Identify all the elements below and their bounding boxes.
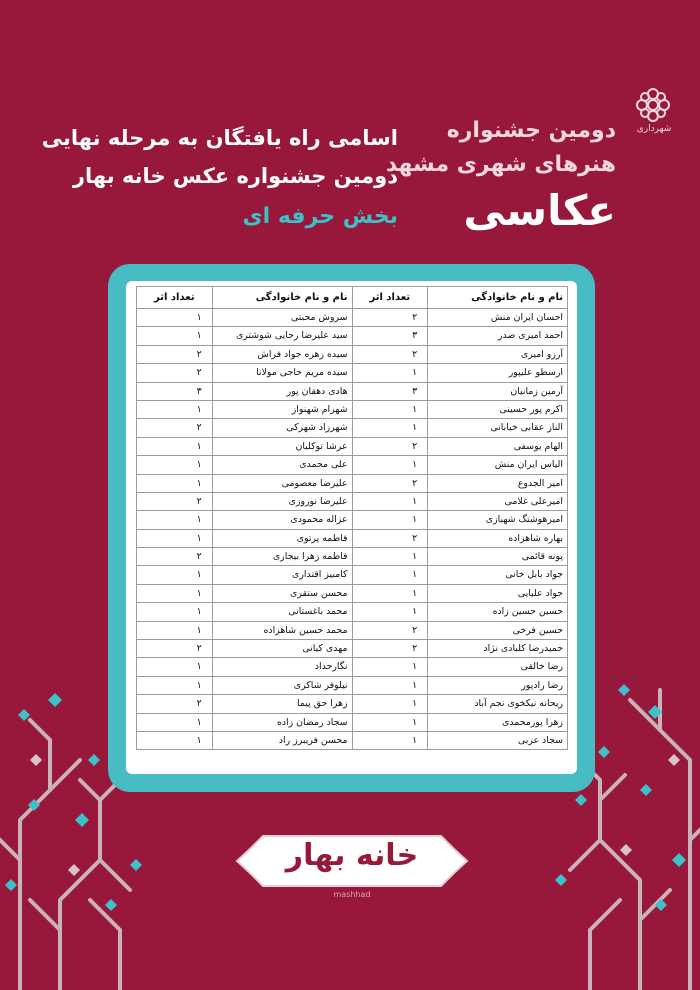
cell-name-left: سیده مریم حاجی مولانا [212,364,352,382]
table-row [137,327,568,345]
cell-name-right: سجاد عربی [428,731,568,749]
cell-count-right: ۲ [352,529,428,547]
header-name-right: نام و نام خانوادگی [428,287,568,309]
cell-count-right: ۱ [352,492,428,510]
cell-count-left: ۱ [137,474,213,492]
cell-count-right: ۲ [352,621,428,639]
cell-count-left: ۱ [137,603,213,621]
cell-name-left: سیده زهره جواد فراش [212,345,352,363]
brand-logo-caption: mashhad [333,890,371,899]
table-body [137,309,568,750]
cell-name-left: علیرضا معصومی [212,474,352,492]
cell-count-left: ۲ [137,492,213,510]
cell-name-right: امیرعلی غلامی [428,492,568,510]
cell-name-left: سجاد رمضان زاده [212,713,352,731]
header-name-left: نام و نام خانوادگی [212,287,352,309]
cell-count-left: ۱ [137,309,213,327]
cell-name-right: زهرا پورمحمدی [428,713,568,731]
cell-name-left: عزاله محمودی [212,511,352,529]
cell-name-left: مهدی کیانی [212,640,352,658]
table-row [137,529,568,547]
section-title: بخش حرفه ای [242,204,398,229]
cell-count-left: ۱ [137,621,213,639]
cell-count-left: ۱ [137,584,213,602]
cell-name-right: ارسطو علیپور [428,364,568,382]
cell-count-left: ۱ [137,566,213,584]
cell-name-left: سید علیرضا رجایی شوشتری [212,327,352,345]
table-row [137,548,568,566]
cell-name-right: جواد علیایی [428,584,568,602]
cell-count-right: ۱ [352,713,428,731]
cell-count-right: ۱ [352,400,428,418]
cell-name-right: رضا رادپور [428,676,568,694]
table-row [137,658,568,676]
table-row [137,566,568,584]
cell-name-right: بهاره شاهزاده [428,529,568,547]
cell-count-right: ۱ [352,456,428,474]
cell-name-right: حسین حسین زاده [428,603,568,621]
table-row [137,456,568,474]
cell-name-right: اکرم پور حسینی [428,400,568,418]
cell-name-right: حمیدرضا کلبادی نژاد [428,640,568,658]
cell-name-left: محسن فریبرز راد [212,731,352,749]
page-title-line-1: اسامی راه یافتگان به مرحله نهایی [41,126,398,150]
cell-count-right: ۲ [352,640,428,658]
cell-count-left: ۱ [137,400,213,418]
brand-logo-text: خانه بهار [285,838,419,873]
table-row [137,345,568,363]
cell-count-left: ۱ [137,676,213,694]
cell-name-right: حسین فرخی [428,621,568,639]
table-row [137,603,568,621]
table-row [137,695,568,713]
cell-name-right: احمد امیری صدر [428,327,568,345]
cell-count-right: ۲ [352,345,428,363]
cell-name-left: محسن ستقری [212,584,352,602]
cell-count-right: ۳ [352,382,428,400]
cell-count-left: ۲ [137,419,213,437]
cell-name-right: الناز عقابی خیابانی [428,419,568,437]
cell-count-left: ۲ [137,364,213,382]
table-card [126,281,577,774]
table-row [137,382,568,400]
table-header-row [137,287,568,309]
table-row [137,437,568,455]
logo-caption: شهرداری [636,124,672,134]
cell-name-left: علیرضا نوروزی [212,492,352,510]
cell-count-right: ۱ [352,419,428,437]
cell-count-right: ۲ [352,437,428,455]
cell-name-left: زهرا حق پیما [212,695,352,713]
cell-name-right: پونه قائمی [428,548,568,566]
cell-name-left: کامبیز اقتداری [212,566,352,584]
cell-name-right: آرزو امیری [428,345,568,363]
table-row [137,400,568,418]
cell-count-left: ۱ [137,511,213,529]
page-title-line-2: دومین جشنواره عکس خانه بهار [72,164,398,188]
cell-count-right: ۱ [352,731,428,749]
municipality-logo-icon [636,88,670,122]
cell-count-right: ۱ [352,584,428,602]
cell-count-left: ۲ [137,695,213,713]
cell-count-left: ۲ [137,548,213,566]
cell-name-left: سروش محبتی [212,309,352,327]
cell-name-right: احسان ایران منش [428,309,568,327]
table-row [137,364,568,382]
cell-name-right: رضا خالقی [428,658,568,676]
table-row [137,676,568,694]
cell-count-left: ۳ [137,382,213,400]
cell-count-right: ۳ [352,327,428,345]
cell-count-right: ۱ [352,695,428,713]
table-row [137,474,568,492]
cell-count-left: ۲ [137,345,213,363]
cell-name-right: امیر الجدوع [428,474,568,492]
cell-count-right: ۲ [352,474,428,492]
table-row [137,309,568,327]
cell-count-right: ۱ [352,566,428,584]
cell-count-right: ۱ [352,548,428,566]
cell-count-right: ۱ [352,511,428,529]
cell-name-left: شهرزاد شهرکی [212,419,352,437]
table-row [137,584,568,602]
cell-count-right: ۱ [352,364,428,382]
cell-name-right: الیاس ایران منش [428,456,568,474]
finalists-table [136,286,568,750]
table-row [137,419,568,437]
cell-name-right: الهام یوسفی [428,437,568,455]
festival-line-3: عکاسی [463,186,616,235]
cell-name-left: نیلوفر شاکری [212,676,352,694]
cell-name-right: ریحانه نیکخوی نجم آباد [428,695,568,713]
cell-count-left: ۱ [137,437,213,455]
table-row [137,731,568,749]
table-row [137,511,568,529]
cell-name-left: علی محمدی [212,456,352,474]
cell-name-left: محمد باغستانی [212,603,352,621]
cell-name-left: نگارحداد [212,658,352,676]
cell-count-left: ۲ [137,640,213,658]
cell-count-left: ۱ [137,456,213,474]
table-row [137,640,568,658]
cell-count-right: ۱ [352,676,428,694]
table-row [137,492,568,510]
cell-name-left: محمد حسین شاهزاده [212,621,352,639]
table-row [137,621,568,639]
cell-name-right: جواد بابل خانی [428,566,568,584]
cell-name-right: امیرهوشنگ شهبازی [428,511,568,529]
cell-name-right: آرمین زمانیان [428,382,568,400]
cell-count-right: ۱ [352,658,428,676]
header-count-left: تعداد اثر [137,287,213,309]
cell-count-left: ۱ [137,529,213,547]
cell-count-left: ۱ [137,731,213,749]
cell-count-right: ۱ [352,603,428,621]
cell-count-left: ۱ [137,713,213,731]
festival-line-2: هنرهای شهری مشهد [385,152,616,177]
cell-count-left: ۱ [137,658,213,676]
cell-name-left: فاطمه پرتوی [212,529,352,547]
cell-count-left: ۱ [137,327,213,345]
cell-name-left: شهرام شهنواز [212,400,352,418]
festival-line-1: دومین جشنواره [446,118,616,143]
header-count-right: تعداد اثر [352,287,428,309]
table-row [137,713,568,731]
cell-count-right: ۲ [352,309,428,327]
cell-name-left: عرشا توکلیان [212,437,352,455]
cell-name-left: فاطمه زهرا بیجاری [212,548,352,566]
cell-name-left: هادی دهقان پور [212,382,352,400]
